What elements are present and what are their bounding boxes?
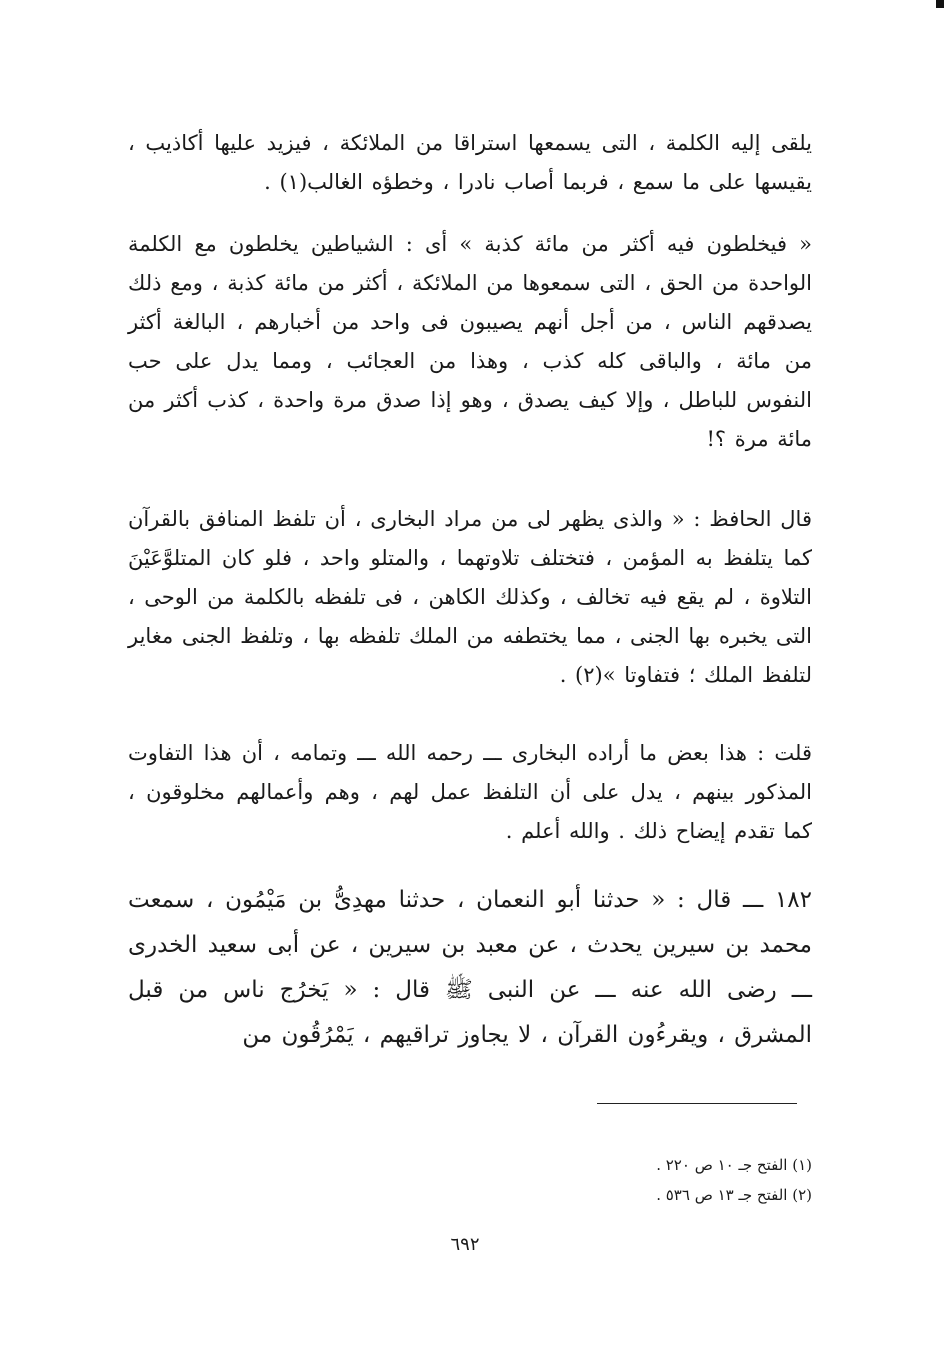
footnote-divider <box>597 1103 797 1104</box>
paragraph-soothsayer-intro: يلقى إليه الكلمة ، التى يسمعها استراقا من الملائكة ، فيزيد عليها أكاذيب ، يقيسها على ما سمع ، فربما أصاب نادرا ، وخطؤه الغالب(١) . <box>128 131 812 194</box>
paragraph-author-comment: قلت : هذا بعض ما أراده البخارى ـــ رحمه الله ـــ وتمامه ، أن هذا التفاوت المذكور بينهم ، يدل على أن التلفظ عمل لهم ، وهم وأعمالهم مخلوقون ، كما تقدم إيضاح ذلك . والله أعلم . <box>128 741 812 843</box>
page-number: ٦٩٢ <box>450 1234 480 1255</box>
scan-corner-mark <box>936 0 944 8</box>
footnote-1: (١) الفتح جـ ١٠ ص ٢٢٠ . <box>656 1156 812 1174</box>
paragraph-hundred-lies: « فيخلطون فيه أكثر من مائة كذبة » أى : الشياطين يخلطون مع الكلمة الواحدة من الحق ، التى سمعوها من الملائكة ، أكثر من مائة كذبة ، ومع ذلك يصدقهم الناس ، من أجل أنهم يصيبون فى واحد من أخبارهم ، البالغة أكثر من مائة ، والباقى كله كذب ، وهذا من العجائب ، ومما يدل على حب النفوس للباطل ، وإلا كيف يصدق ، وهو إذا صدق مرة واحدة ، كذب أكثر من مائة مرة ؟! <box>128 232 812 451</box>
paragraph-hadith-182: ١٨٢ ـــ قال : « حدثنا أبو النعمان ، حدثنا مهدِىُّ بن مَيْمُون ، سمعت محمد بن سيرين يحدث ، عن معبد بن سيرين ، عن أبى سعيد الخدرى ـــ رضى الله عنه ـــ عن النبى ﷺ قال : « يَخرُج ناس من قبل المشرق ، ويقرءُون القرآن ، لا يجاوز تراقيهم ، يَمْرُقُون من <box>128 887 812 1048</box>
footnote-2: (٢) الفتح جـ ١٣ ص ٥٣٦ . <box>656 1186 812 1204</box>
paragraph-hafiz-quote: قال الحافظ : « والذى يظهر لى من مراد البخارى ، أن تلفظ المنافق بالقرآن كما يتلفظ به المؤمن ، فتختلف تلاوتهما ، والمتلو واحد ، فلو كان المتلوَّعَيْنَ التلاوة ، لم يقع فيه تخالف ، وكذلك الكاهن ، فى تلفظه بالكلمة من الوحى ، التى يخبره بها الجنى ، مما يختطفه من الملك تلفظه بها ، وتلفظ الجنى مغاير لتلفظ الملك ؛ فتفاوتا »(٢) . <box>127 507 812 687</box>
footnotes <box>500 1150 812 1210</box>
